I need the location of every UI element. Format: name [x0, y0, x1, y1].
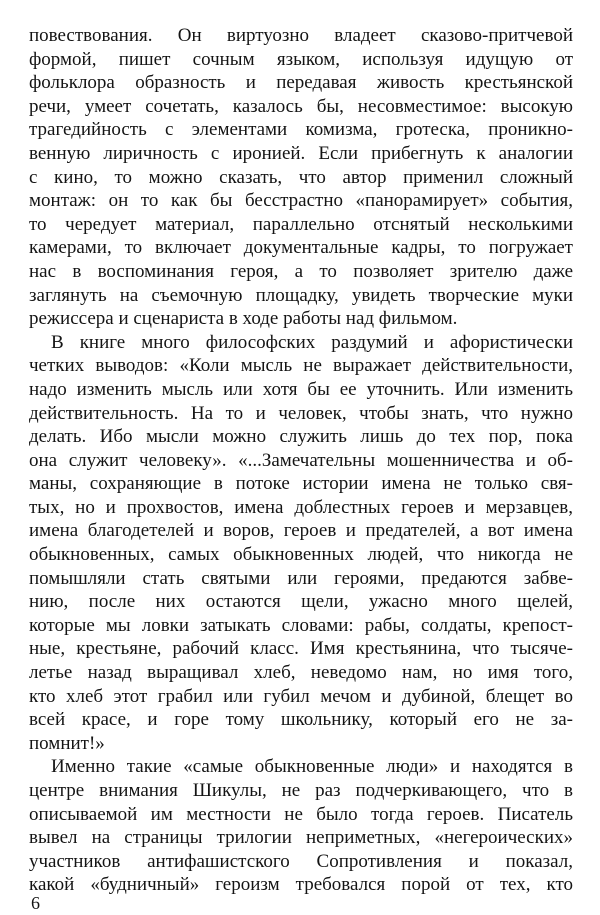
- text-line: обыкновенных, самых обыкновенных людей, что никогда не: [29, 544, 573, 566]
- text-line: вывел на страницы трилогии неприметных, «негероических»: [29, 827, 573, 849]
- text-line: какой «будничный» героизм требовался порой от тех, кто: [29, 874, 573, 896]
- text-line: то чередует материал, параллельно отснятый несколькими: [29, 213, 573, 235]
- text-line: центре внимания Шикулы, не раз подчеркивающего, что в: [29, 780, 573, 801]
- text-line: заглянуть на съемочную площадку, увидеть творческие муки: [29, 284, 573, 306]
- page-number: 6: [31, 893, 40, 913]
- text-line: участников антифашистского Сопротивления и показал,: [29, 850, 573, 872]
- text-line: летье назад выращивал хлеб, неведомо нам, но имя того,: [29, 662, 573, 684]
- text-line: делать. Ибо мысли можно служить лишь до тех пор, пока: [29, 426, 573, 448]
- text-line: описываемой им местности не было тогда героев. Писатель: [29, 803, 573, 825]
- text-line: кто хлеб этот грабил или губил мечом и дубиной, блещет во: [29, 685, 573, 707]
- text-line: режиссера и сценариста в ходе работы над фильмом.: [29, 308, 458, 330]
- text-line: монтаж: он то как бы бесстрастно «панорамирует» события,: [29, 190, 573, 212]
- text-line: имена благодетелей и воров, героев и предателей, а вот имена: [29, 520, 573, 542]
- text-line: маны, сохраняющие в потоке истории имена не только свя-: [29, 473, 573, 495]
- text-line: она служит человеку». «...Замечательны мошенничества и об-: [29, 449, 573, 471]
- text-line: камерами, то включает документальные кадры, то погружает: [29, 237, 573, 259]
- text-line: помнит!»: [29, 732, 105, 754]
- paragraph-2: [29, 331, 573, 756]
- text-line: нас в воспоминания героя, а то позволяет зрителю даже: [29, 260, 573, 282]
- text-line: четких выводов: «Коли мысль не выражает действительности,: [29, 355, 573, 377]
- text-line: нию, после них остаются щели, ужасно много щелей,: [29, 591, 573, 613]
- text-line: надо изменить мысль или хотя бы ее уточнить. Или изменить: [29, 378, 573, 400]
- book-page-body: [29, 24, 573, 897]
- text-line: помышляли стать святыми или героями, предаются забве-: [29, 567, 573, 589]
- text-line: фольклора образность и передавая живость крестьянской: [29, 72, 573, 94]
- text-line: повествования. Он виртуозно владеет сказово-притчевой: [29, 25, 573, 46]
- text-line: действительность. На то и человек, чтобы знать, что нужно: [29, 402, 573, 424]
- text-line: которые мы ловки затыкать словами: рабы, солдаты, крепост-: [29, 614, 573, 636]
- text-line: венную лиричность с иронией. Если прибегнуть к аналогии: [29, 142, 573, 164]
- paragraph-1: [29, 24, 573, 331]
- text-line: с кино, то можно сказать, что автор применил сложный: [29, 166, 573, 188]
- paragraph-3: [29, 755, 573, 897]
- text-line: ные, крестьяне, рабочий класс. Имя крестьянина, что тысяче-: [29, 638, 573, 660]
- text-line: формой, пишет сочным языком, используя идущую от: [29, 48, 573, 70]
- text-line: В книге много философских раздумий и афористически: [51, 331, 573, 353]
- text-line: речи, умеет сочетать, казалось бы, несовместимое: высокую: [29, 95, 573, 117]
- text-line: трагедийность с элементами комизма, гротеска, проникно-: [29, 119, 573, 141]
- text-line: тых, но и прохвостов, имена доблестных героев и мерзавцев,: [29, 496, 573, 518]
- text-line: всей красе, и горе тому школьнику, который его не за-: [29, 709, 573, 731]
- text-line: Именно такие «самые обыкновенные люди» и находятся в: [51, 756, 573, 778]
